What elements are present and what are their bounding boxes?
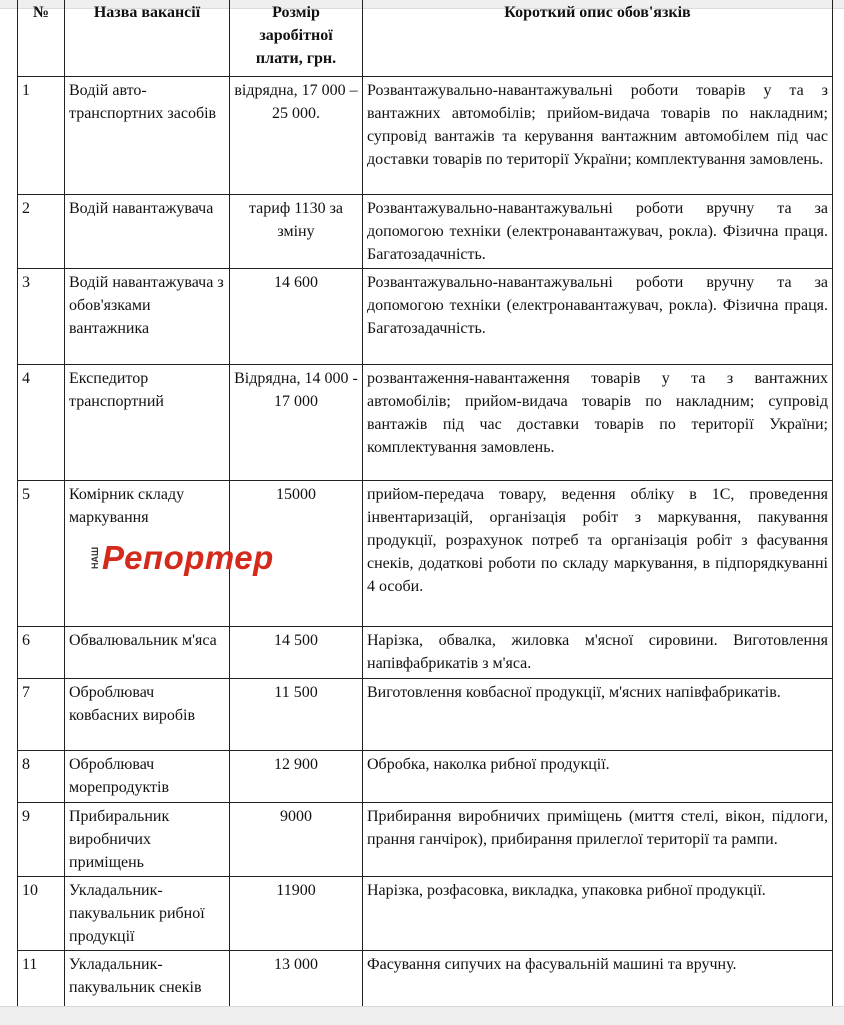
header-num: № [18, 0, 65, 77]
salary-value: 11900 [230, 877, 363, 951]
row-number: 2 [18, 195, 65, 269]
row-number: 8 [18, 751, 65, 803]
duties-description: розвантаження-навантаження товарів у та з вантажних автомобілів; прийом-видача товарів по накладним; супровід вантажів під час доставки товарів по території України; комплектування замовлень. [363, 365, 833, 481]
salary-value: 15000 [230, 481, 363, 627]
vacancy-name: Оброблювач морепродуктів [65, 751, 230, 803]
header-description: Короткий опис обов'язків [363, 0, 833, 77]
row-number: 1 [18, 77, 65, 195]
vacancy-name: Комірник складу маркування [65, 481, 230, 627]
duties-description: Нарізка, розфасовка, викладка, упаковка рибної продукції. [363, 877, 833, 951]
vacancy-name: Водій навантажувача [65, 195, 230, 269]
table-row [18, 269, 833, 365]
vacancy-name: Експедитор транспортний [65, 365, 230, 481]
table-row [18, 679, 833, 751]
table-header-row [18, 0, 833, 77]
row-number: 11 [18, 951, 65, 1021]
salary-value: 9000 [230, 803, 363, 877]
table-row [18, 751, 833, 803]
bottom-scroll-strip [0, 1006, 844, 1025]
table-row [18, 877, 833, 951]
duties-description: Розвантажувально-навантажувальні роботи вручну та за допомогою техніки (електронавантажувач, рокла). Фізична праця. Багатозадачність. [363, 195, 833, 269]
vacancy-name: Укладальник-пакувальник рибної продукції [65, 877, 230, 951]
vacancy-name: Укладальник-пакувальник снеків [65, 951, 230, 1021]
watermark-prefix: НАШ [90, 546, 100, 570]
salary-value: 14 600 [230, 269, 363, 365]
table-row [18, 77, 833, 195]
row-number: 9 [18, 803, 65, 877]
row-number: 4 [18, 365, 65, 481]
vacancy-name: Водій авто-транспортних засобів [65, 77, 230, 195]
header-name: Назва вакансії [65, 0, 230, 77]
duties-description: Обробка, наколка рибної продукції. [363, 751, 833, 803]
duties-description: Виготовлення ковбасної продукції, м'ясних напівфабрикатів. [363, 679, 833, 751]
row-number: 10 [18, 877, 65, 951]
duties-description: Нарізка, обвалка, жиловка м'ясної сировини. Виготовлення напівфабрикатів з м'яса. [363, 627, 833, 679]
salary-value: 13 000 [230, 951, 363, 1021]
watermark-title: Репортер [102, 539, 274, 576]
vacancy-name: Прибиральник виробничих приміщень [65, 803, 230, 877]
reporter-watermark-logo [91, 540, 274, 576]
duties-description: Прибирання виробничих приміщень (миття стелі, вікон, підлоги, прання ганчірок), прибирання прилеглої території та рампи. [363, 803, 833, 877]
table-row [18, 365, 833, 481]
row-number: 3 [18, 269, 65, 365]
salary-value: 14 500 [230, 627, 363, 679]
salary-value: відрядна, 17 000 – 25 000. [230, 77, 363, 195]
duties-description: Розвантажувально-навантажувальні роботи вручну та за допомогою техніки (електронавантажувач, рокла). Фізична праця. Багатозадачність. [363, 269, 833, 365]
salary-value: Відрядна, 14 000 - 17 000 [230, 365, 363, 481]
row-number: 5 [18, 481, 65, 627]
duties-description: прийом-передача товару, ведення обліку в 1С, проведення інвентаризацій, організація робіт з маркування, пакування продукції, розрахунок потреб та організація робіт з фасування снеків, додаткові роботи по складу маркування, в підпорядкуванні 4 особи. [363, 481, 833, 627]
table-row [18, 195, 833, 269]
row-number: 6 [18, 627, 65, 679]
header-salary: Розмір заробітної плати, грн. [230, 0, 363, 77]
vacancies-table [17, 0, 833, 1021]
duties-description: Фасування сипучих на фасувальній машині та вручну. [363, 951, 833, 1021]
duties-description: Розвантажувально-навантажувальні роботи товарів у та з вантажних автомобілів; прийом-видача товарів по накладним; супровід вантажів та керування вантажним автомобілем під час доставки товарів по території України; комплектування замовлень. [363, 77, 833, 195]
salary-value: 11 500 [230, 679, 363, 751]
vacancy-name: Обвалювальник м'яса [65, 627, 230, 679]
row-number: 7 [18, 679, 65, 751]
vacancy-name: Оброблювач ковбасних виробів [65, 679, 230, 751]
vacancy-name: Водій навантажувача з обов'язками вантажника [65, 269, 230, 365]
table-row [18, 627, 833, 679]
salary-value: 12 900 [230, 751, 363, 803]
table-row [18, 803, 833, 877]
salary-value: тариф 1130 за зміну [230, 195, 363, 269]
